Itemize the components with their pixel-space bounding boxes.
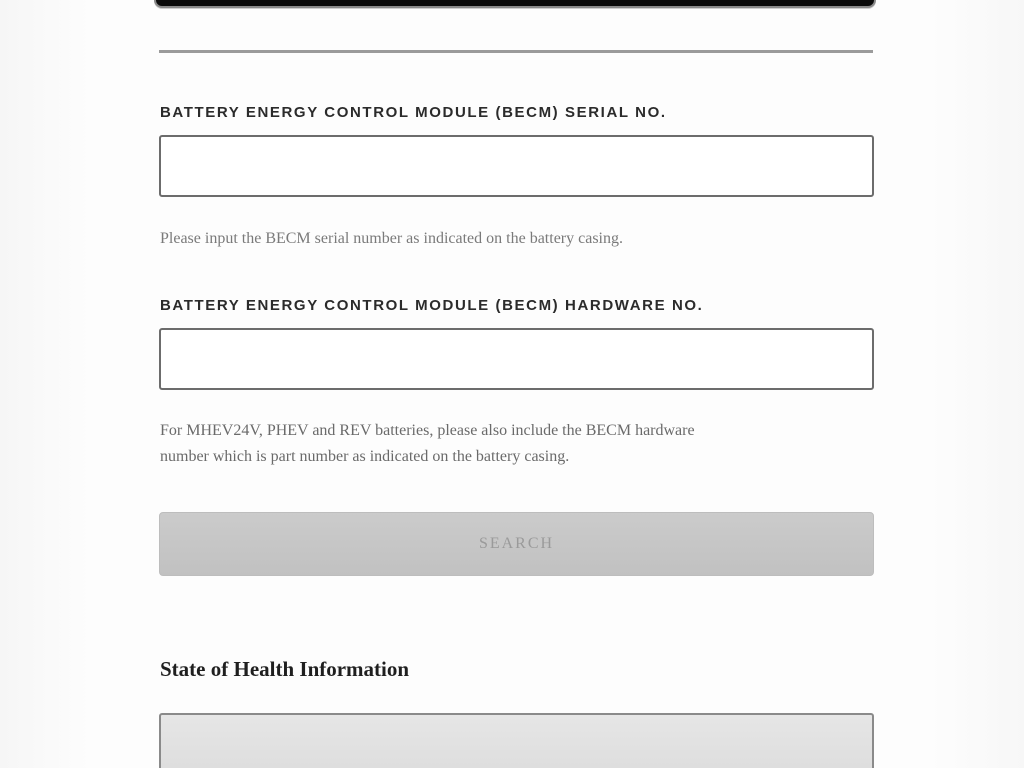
hardware-number-input[interactable]	[159, 328, 874, 390]
search-button[interactable]: SEARCH	[159, 512, 874, 576]
serial-number-input[interactable]	[159, 135, 874, 197]
section-divider	[159, 50, 873, 53]
serial-number-hint: Please input the BECM serial number as indicated on the battery casing.	[160, 230, 623, 247]
top-button[interactable]	[154, 0, 876, 8]
serial-number-label: BATTERY ENERGY CONTROL MODULE (BECM) SERIAL NO.	[160, 104, 667, 121]
hardware-hint-line-1: For MHEV24V, PHEV and REV batteries, please also include the BECM hardware	[160, 422, 695, 439]
hardware-hint-line-2: number which is part number as indicated on the battery casing.	[160, 448, 570, 465]
hardware-number-label: BATTERY ENERGY CONTROL MODULE (BECM) HARDWARE NO.	[160, 297, 704, 314]
state-of-health-title: State of Health Information	[160, 657, 410, 681]
state-of-health-panel	[159, 713, 874, 768]
hardware-number-hint	[160, 418, 860, 470]
